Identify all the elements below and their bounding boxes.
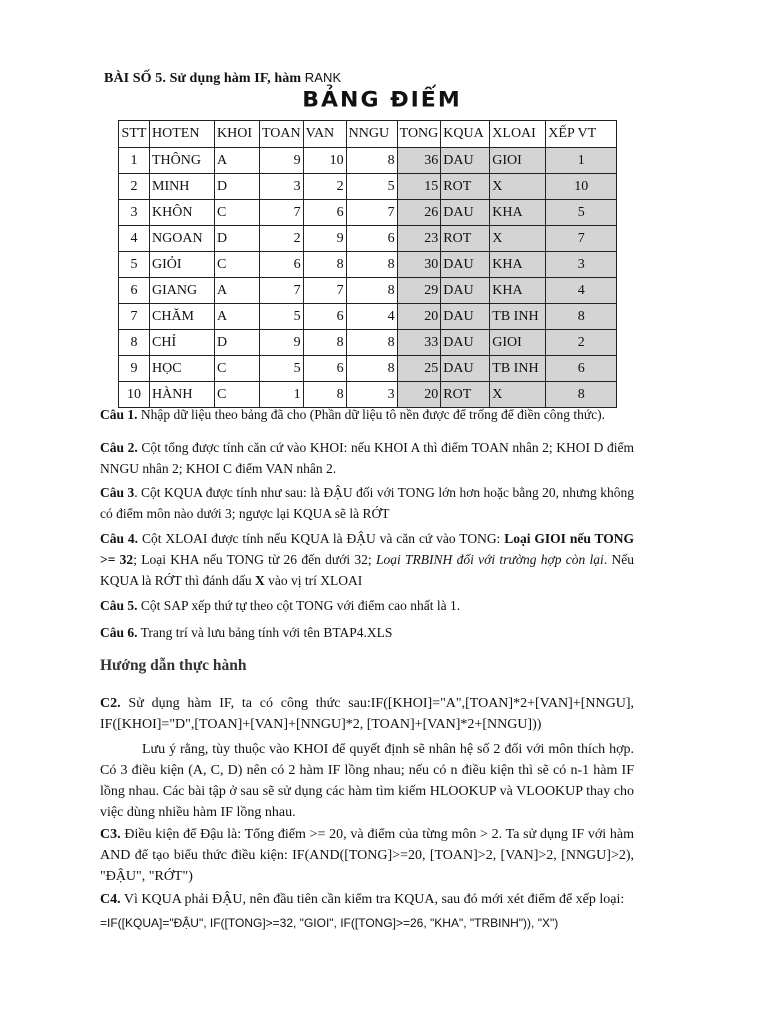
exercise-title [104, 70, 341, 87]
cell-xloai: KHA [490, 252, 546, 278]
cell-toan: 9 [260, 148, 304, 174]
guide-note: Lưu ý rằng, tùy thuộc vào KHOI để quyết định sẽ nhân hệ số 2 đối với môn thích hợp. Có 3 điều kiện (A, C, D) nên có 2 hàm IF lồng nhau; nếu có n điều kiện thì sẽ có n-1 hàm IF lồng nhau. Các bài tập ở sau sẽ sử dụng các hàm tìm kiếm HLOOKUP và VLOOKUP thay cho việc dùng nhiều hàm IF lồng nhau. [100, 742, 634, 820]
cell-stt: 4 [119, 226, 150, 252]
header-nngu: NNGU [346, 121, 397, 148]
guide-c4 [100, 889, 634, 910]
header-xloai: XLOAI [490, 121, 546, 148]
cell-van: 10 [303, 148, 346, 174]
question-1-text: Nhập dữ liệu theo bảng đã cho (Phần dữ liệu tô nền được để trống để điền công thức). [137, 407, 606, 422]
cell-tong: 15 [397, 174, 441, 200]
cell-khoi: D [215, 330, 260, 356]
table-row [119, 304, 617, 330]
cell-kqua: DAU [441, 330, 490, 356]
question-3-label: Câu 3 [100, 485, 135, 500]
cell-van: 8 [303, 330, 346, 356]
cell-tong: 23 [397, 226, 441, 252]
cell-khoi: C [215, 382, 260, 408]
cell-khoi: D [215, 226, 260, 252]
cell-tong: 25 [397, 356, 441, 382]
cell-toan: 5 [260, 356, 304, 382]
guide-heading: Hướng dẫn thực hành [100, 657, 247, 674]
cell-toan: 9 [260, 330, 304, 356]
cell-tong: 30 [397, 252, 441, 278]
cell-hoten: CHỈ [150, 330, 215, 356]
cell-xep-vt: 5 [546, 200, 617, 226]
cell-xloai: KHA [490, 278, 546, 304]
cell-xloai: GIOI [490, 330, 546, 356]
question-5-text: Cột SAP xếp thứ tự theo cột TONG với điểm cao nhất là 1. [137, 598, 461, 613]
cell-tong: 29 [397, 278, 441, 304]
table-row [119, 252, 617, 278]
cell-xep-vt: 7 [546, 226, 617, 252]
cell-toan: 5 [260, 304, 304, 330]
cell-stt: 8 [119, 330, 150, 356]
cell-nngu: 5 [346, 174, 397, 200]
table-row [119, 174, 617, 200]
question-2-label: Câu 2. [100, 440, 138, 455]
guide-c2-label: C2. [100, 696, 121, 711]
cell-van: 6 [303, 304, 346, 330]
table-row [119, 278, 617, 304]
cell-xloai: KHA [490, 200, 546, 226]
exercise-title-rank: RANK [304, 70, 342, 85]
question-2 [100, 437, 634, 479]
question-2-text: Cột tổng được tính căn cứ vào KHOI: nếu KHOI A thì điểm TOAN nhân 2; KHOI D điểm NNGU nhân 2; KHOI C điểm VAN nhân 2. [100, 440, 634, 476]
question-6 [100, 622, 634, 643]
question-4-text-e: . Nếu KQUA là RỚT thì đánh dấu [100, 552, 634, 588]
cell-hoten: CHĂM [150, 304, 215, 330]
header-toan: TOAN [260, 121, 304, 148]
header-row [119, 121, 617, 148]
cell-tong: 36 [397, 148, 441, 174]
cell-xep-vt: 8 [546, 304, 617, 330]
cell-xep-vt: 8 [546, 382, 617, 408]
cell-xep-vt: 3 [546, 252, 617, 278]
cell-van: 6 [303, 200, 346, 226]
guide-c2 [100, 693, 634, 735]
cell-nngu: 8 [346, 356, 397, 382]
cell-kqua: ROT [441, 382, 490, 408]
cell-khoi: D [215, 174, 260, 200]
cell-nngu: 8 [346, 148, 397, 174]
cell-kqua: DAU [441, 148, 490, 174]
cell-nngu: 4 [346, 304, 397, 330]
cell-van: 7 [303, 278, 346, 304]
cell-khoi: C [215, 200, 260, 226]
header-xep-vt: XẾP VT [546, 121, 617, 148]
guide-c3-label: C3. [100, 827, 121, 842]
cell-xep-vt: 1 [546, 148, 617, 174]
cell-hoten: KHÔN [150, 200, 215, 226]
grade-table [118, 120, 617, 408]
cell-tong: 33 [397, 330, 441, 356]
header-kqua: KQUA [441, 121, 490, 148]
cell-van: 9 [303, 226, 346, 252]
question-4 [100, 528, 634, 591]
cell-toan: 1 [260, 382, 304, 408]
cell-khoi: A [215, 148, 260, 174]
cell-tong: 20 [397, 304, 441, 330]
guide-c4-text: Vì KQUA phải ĐẬU, nên đầu tiên cần kiểm tra KQUA, sau đó mới xét điểm để xếp loại: [120, 892, 625, 907]
cell-nngu: 3 [346, 382, 397, 408]
cell-kqua: DAU [441, 304, 490, 330]
question-3 [100, 482, 634, 524]
cell-hoten: GIANG [150, 278, 215, 304]
table-row [119, 200, 617, 226]
cell-hoten: HÀNH [150, 382, 215, 408]
cell-stt: 2 [119, 174, 150, 200]
cell-nngu: 7 [346, 200, 397, 226]
grade-table-body [119, 148, 617, 408]
cell-xep-vt: 2 [546, 330, 617, 356]
cell-van: 6 [303, 356, 346, 382]
cell-xloai: X [490, 226, 546, 252]
cell-toan: 7 [260, 200, 304, 226]
cell-van: 2 [303, 174, 346, 200]
cell-khoi: A [215, 304, 260, 330]
question-4-bold-b: Loại GIOI nếu TONG >= 32 [100, 531, 634, 567]
cell-hoten: MINH [150, 174, 215, 200]
cell-khoi: C [215, 252, 260, 278]
cell-kqua: ROT [441, 226, 490, 252]
question-5-label: Câu 5. [100, 598, 138, 613]
cell-toan: 6 [260, 252, 304, 278]
cell-kqua: DAU [441, 200, 490, 226]
header-hoten: HOTEN [150, 121, 215, 148]
guide-c3-text: Điều kiện để Đậu là: Tổng điểm >= 20, và điểm của từng môn > 2. Ta sử dụng IF với hàm AND để tạo biểu thức điều kiện: IF(AND([TONG]>=20, [TOAN]>2, [VAN]>2, [NNGU]>2), "ĐẬU", "RỚT") [100, 827, 634, 884]
question-4-italic-d: Loại TRBINH đối với trường hợp còn lại [375, 552, 604, 567]
cell-stt: 10 [119, 382, 150, 408]
question-6-label: Câu 6. [100, 625, 138, 640]
header-khoi: KHOI [215, 121, 260, 148]
cell-nngu: 8 [346, 278, 397, 304]
header-van: VAN [303, 121, 346, 148]
cell-van: 8 [303, 382, 346, 408]
question-5 [100, 595, 634, 616]
cell-xloai: X [490, 174, 546, 200]
cell-nngu: 6 [346, 226, 397, 252]
cell-nngu: 8 [346, 252, 397, 278]
cell-khoi: C [215, 356, 260, 382]
sheet-title: BẢNG ĐIỂM [302, 88, 462, 113]
cell-tong: 26 [397, 200, 441, 226]
exercise-title-text: BÀI SỐ 5. Sử dụng hàm IF, hàm [104, 71, 302, 86]
cell-xloai: GIOI [490, 148, 546, 174]
cell-xloai: TB INH [490, 304, 546, 330]
table-row [119, 330, 617, 356]
guide-c3 [100, 824, 634, 887]
guide-c4-formula: =IF([KQUA]="ĐẬU", IF([TONG]>=32, "GIOI", IF([TONG]>=26, "KHA", "TRBINH")), "X") [100, 916, 559, 930]
cell-van: 8 [303, 252, 346, 278]
question-6-text: Trang trí và lưu bảng tính với tên BTAP4.XLS [137, 625, 393, 640]
guide-c4-label: C4. [100, 892, 121, 907]
cell-toan: 7 [260, 278, 304, 304]
cell-stt: 1 [119, 148, 150, 174]
cell-hoten: GIỎI [150, 252, 215, 278]
header-tong: TONG [397, 121, 441, 148]
cell-xloai: TB INH [490, 356, 546, 382]
cell-xep-vt: 10 [546, 174, 617, 200]
cell-toan: 3 [260, 174, 304, 200]
cell-tong: 20 [397, 382, 441, 408]
cell-hoten: NGOAN [150, 226, 215, 252]
cell-hoten: THÔNG [150, 148, 215, 174]
question-1 [100, 404, 634, 425]
cell-stt: 6 [119, 278, 150, 304]
question-4-text-a: Cột XLOAI được tính nếu KQUA là ĐẬU và căn cứ vào TONG: [138, 531, 505, 546]
question-4-label: Câu 4. [100, 531, 139, 546]
cell-xloai: X [490, 382, 546, 408]
cell-hoten: HỌC [150, 356, 215, 382]
cell-stt: 7 [119, 304, 150, 330]
question-4-text-c: ; Loại KHA nếu TONG từ 26 đến dưới 32; [133, 552, 376, 567]
cell-xep-vt: 6 [546, 356, 617, 382]
table-row [119, 226, 617, 252]
cell-nngu: 8 [346, 330, 397, 356]
cell-stt: 9 [119, 356, 150, 382]
question-4-bold-f: X [255, 573, 265, 588]
guide-c2-text: Sử dụng hàm IF, ta có công thức sau:IF([KHOI]="A",[TOAN]*2+[VAN]+[NNGU], IF([KHOI]="D",[TOAN]+[VAN]+[NNGU]*2, [TOAN]+[VAN]*2+[NNGU])) [100, 696, 634, 732]
cell-kqua: DAU [441, 278, 490, 304]
question-4-text-g: vào vị trí XLOAI [264, 573, 363, 588]
cell-khoi: A [215, 278, 260, 304]
table-row [119, 356, 617, 382]
cell-kqua: DAU [441, 252, 490, 278]
question-1-label: Câu 1. [100, 407, 138, 422]
cell-kqua: ROT [441, 174, 490, 200]
cell-stt: 3 [119, 200, 150, 226]
header-stt: STT [119, 121, 150, 148]
cell-toan: 2 [260, 226, 304, 252]
cell-xep-vt: 4 [546, 278, 617, 304]
cell-stt: 5 [119, 252, 150, 278]
cell-kqua: DAU [441, 356, 490, 382]
table-row [119, 148, 617, 174]
question-3-text: . Cột KQUA được tính như sau: là ĐẬU đối với TONG lớn hơn hoặc bằng 20, nhưng không có điểm môn nào dưới 3; ngược lại KQUA sẽ là RỚT [100, 485, 634, 521]
